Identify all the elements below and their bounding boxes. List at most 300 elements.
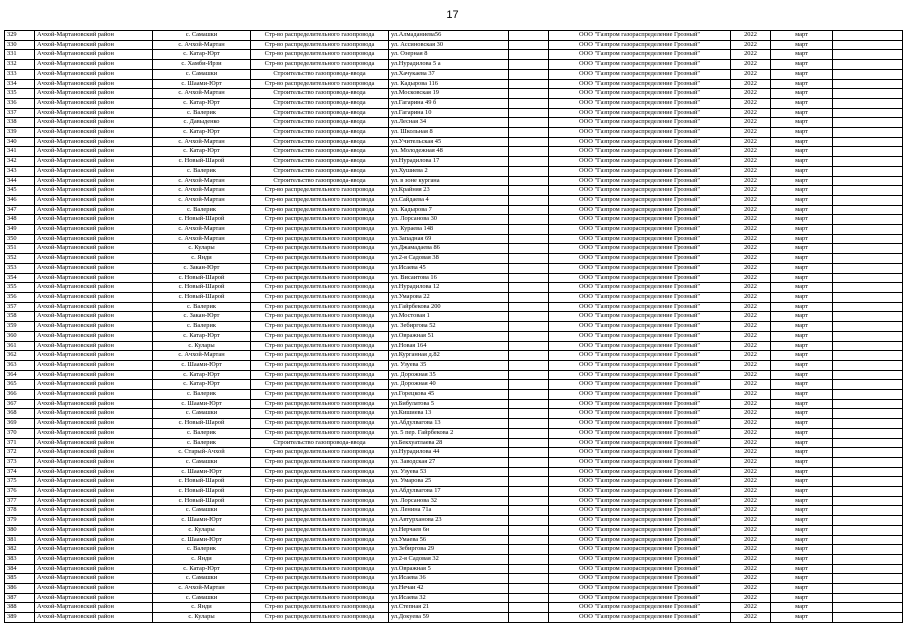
village-cell: с. Самашки [153, 69, 251, 79]
village-cell: с. Новый-Шарой [153, 283, 251, 293]
address-cell: ул.Бекхуатлаева 28 [389, 438, 509, 448]
village-cell: с. Катар-Юрт [153, 98, 251, 108]
row-number: 384 [5, 564, 35, 574]
empty-cell [509, 535, 549, 545]
work-type-cell: Строительство газопровода-ввода [251, 147, 389, 157]
address-cell: ул. Дорожная 35 [389, 370, 509, 380]
village-cell: с. Валерик [153, 390, 251, 400]
empty-cell [509, 419, 549, 429]
row-number: 354 [5, 273, 35, 283]
row-number: 388 [5, 603, 35, 613]
organization-cell: ООО "Газпром газораспределение Грозный" [549, 613, 731, 623]
address-cell: ул.Исаева 45 [389, 263, 509, 273]
district-cell: Ачхой-Мартановский район [35, 477, 153, 487]
organization-cell: ООО "Газпром газораспределение Грозный" [549, 195, 731, 205]
organization-cell: ООО "Газпром газораспределение Грозный" [549, 564, 731, 574]
organization-cell: ООО "Газпром газораспределение Грозный" [549, 312, 731, 322]
table-row [5, 390, 903, 400]
village-cell: с. Самашки [153, 457, 251, 467]
district-cell: Ачхой-Мартановский район [35, 428, 153, 438]
month-cell: март [771, 419, 833, 429]
row-number: 349 [5, 225, 35, 235]
month-cell: март [771, 60, 833, 70]
organization-cell: ООО "Газпром газораспределение Грозный" [549, 98, 731, 108]
village-cell: с. Кулары [153, 244, 251, 254]
empty-cell [833, 448, 903, 458]
work-type-cell: Строительство газопровода-ввода [251, 128, 389, 138]
row-number: 365 [5, 380, 35, 390]
empty-cell [833, 31, 903, 41]
empty-cell [833, 89, 903, 99]
work-type-cell: Стр-во распределительного газопровода [251, 477, 389, 487]
empty-cell [833, 603, 903, 613]
work-type-cell: Строительство газопровода-ввода [251, 137, 389, 147]
district-cell: Ачхой-Мартановский район [35, 409, 153, 419]
empty-cell [833, 399, 903, 409]
district-cell: Ачхой-Мартановский район [35, 244, 153, 254]
district-cell: Ачхой-Мартановский район [35, 225, 153, 235]
year-cell: 2022 [731, 370, 771, 380]
row-number: 352 [5, 254, 35, 264]
month-cell: март [771, 31, 833, 41]
row-number: 335 [5, 89, 35, 99]
address-cell: ул.Западная 69 [389, 234, 509, 244]
row-number: 345 [5, 186, 35, 196]
district-cell: Ачхой-Мартановский район [35, 370, 153, 380]
empty-cell [509, 593, 549, 603]
work-type-cell: Стр-во распределительного газопровода [251, 516, 389, 526]
district-cell: Ачхой-Мартановский район [35, 380, 153, 390]
works-table [4, 30, 903, 623]
organization-cell: ООО "Газпром газораспределение Грозный" [549, 341, 731, 351]
organization-cell: ООО "Газпром газораспределение Грозный" [549, 525, 731, 535]
year-cell: 2022 [731, 263, 771, 273]
work-type-cell: Строительство газопровода-ввода [251, 157, 389, 167]
work-type-cell: Стр-во распределительного газопровода [251, 506, 389, 516]
month-cell: март [771, 613, 833, 623]
empty-cell [509, 341, 549, 351]
address-cell: ул.Кишиева 13 [389, 409, 509, 419]
work-type-cell: Стр-во распределительного газопровода [251, 603, 389, 613]
empty-cell [833, 390, 903, 400]
year-cell: 2022 [731, 409, 771, 419]
work-type-cell: Стр-во распределительного газопровода [251, 525, 389, 535]
village-cell: с. Ачхой-Мартан [153, 225, 251, 235]
village-cell: с. Новый-Шарой [153, 292, 251, 302]
page-number: 17 [446, 9, 459, 21]
empty-cell [509, 525, 549, 535]
district-cell: Ачхой-Мартановский район [35, 613, 153, 623]
village-cell: с. Шаами-Юрт [153, 399, 251, 409]
village-cell: с. Давыденко [153, 118, 251, 128]
empty-cell [833, 438, 903, 448]
work-type-cell: Стр-во распределительного газопровода [251, 564, 389, 574]
year-cell: 2022 [731, 186, 771, 196]
month-cell: март [771, 370, 833, 380]
month-cell: март [771, 40, 833, 50]
empty-cell [509, 205, 549, 215]
empty-cell [833, 215, 903, 225]
work-type-cell: Строительство газопровода-ввода [251, 176, 389, 186]
empty-cell [509, 409, 549, 419]
month-cell: март [771, 496, 833, 506]
table-row [5, 79, 903, 89]
month-cell: март [771, 467, 833, 477]
address-cell: ул. Кадырова 7 [389, 205, 509, 215]
empty-cell [509, 292, 549, 302]
year-cell: 2022 [731, 254, 771, 264]
empty-cell [833, 186, 903, 196]
table-row [5, 419, 903, 429]
empty-cell [509, 331, 549, 341]
month-cell: март [771, 292, 833, 302]
empty-cell [509, 564, 549, 574]
empty-cell [509, 137, 549, 147]
village-cell: с. Катар-Юрт [153, 564, 251, 574]
village-cell: с. Ачхой-Мартан [153, 195, 251, 205]
village-cell: с. Валерик [153, 322, 251, 332]
empty-cell [833, 312, 903, 322]
empty-cell [509, 234, 549, 244]
empty-cell [833, 409, 903, 419]
organization-cell: ООО "Газпром газораспределение Грозный" [549, 487, 731, 497]
year-cell: 2022 [731, 60, 771, 70]
district-cell: Ачхой-Мартановский район [35, 487, 153, 497]
village-cell: с. Новый-Шарой [153, 419, 251, 429]
address-cell: ул.Автурханова 23 [389, 516, 509, 526]
district-cell: Ачхой-Мартановский район [35, 506, 153, 516]
address-cell: ул. 5 пер. Гайрбекова 2 [389, 428, 509, 438]
year-cell: 2022 [731, 516, 771, 526]
village-cell: с. Валерик [153, 545, 251, 555]
work-type-cell: Стр-во распределительного газопровода [251, 312, 389, 322]
month-cell: март [771, 186, 833, 196]
year-cell: 2022 [731, 98, 771, 108]
month-cell: март [771, 593, 833, 603]
address-cell: ул.Гагарина 49 б [389, 98, 509, 108]
empty-cell [509, 166, 549, 176]
empty-cell [833, 428, 903, 438]
table-row [5, 89, 903, 99]
empty-cell [833, 205, 903, 215]
month-cell: март [771, 564, 833, 574]
district-cell: Ачхой-Мартановский район [35, 195, 153, 205]
address-cell: ул.Хачукаева 37 [389, 69, 509, 79]
work-type-cell: Стр-во распределительного газопровода [251, 50, 389, 60]
district-cell: Ачхой-Мартановский район [35, 584, 153, 594]
address-cell: ул. Озерная 8 [389, 50, 509, 60]
empty-cell [833, 40, 903, 50]
address-cell: ул. Узуева 35 [389, 360, 509, 370]
empty-cell [833, 467, 903, 477]
table-row [5, 128, 903, 138]
empty-cell [509, 79, 549, 89]
organization-cell: ООО "Газпром газораспределение Грозный" [549, 157, 731, 167]
village-cell: с. Кулары [153, 525, 251, 535]
organization-cell: ООО "Газпром газораспределение Грозный" [549, 69, 731, 79]
table-row [5, 302, 903, 312]
table-row [5, 195, 903, 205]
organization-cell: ООО "Газпром газораспределение Грозный" [549, 273, 731, 283]
organization-cell: ООО "Газпром газораспределение Грозный" [549, 331, 731, 341]
row-number: 333 [5, 69, 35, 79]
row-number: 338 [5, 118, 35, 128]
row-number: 372 [5, 448, 35, 458]
row-number: 356 [5, 292, 35, 302]
table-body [5, 31, 903, 623]
year-cell: 2022 [731, 487, 771, 497]
district-cell: Ачхой-Мартановский район [35, 254, 153, 264]
table-row [5, 205, 903, 215]
month-cell: март [771, 98, 833, 108]
row-number: 331 [5, 50, 35, 60]
address-cell: ул.Гагарина 10 [389, 108, 509, 118]
village-cell: с. Ачхой-Мартан [153, 89, 251, 99]
month-cell: март [771, 322, 833, 332]
address-cell: ул.Учительская 45 [389, 137, 509, 147]
address-cell: ул. Умарова 25 [389, 477, 509, 487]
district-cell: Ачхой-Мартановский район [35, 467, 153, 477]
district-cell: Ачхой-Мартановский район [35, 457, 153, 467]
row-number: 329 [5, 31, 35, 41]
month-cell: март [771, 506, 833, 516]
organization-cell: ООО "Газпром газораспределение Грозный" [549, 186, 731, 196]
empty-cell [833, 60, 903, 70]
work-type-cell: Стр-во распределительного газопровода [251, 225, 389, 235]
village-cell: с. Янди [153, 603, 251, 613]
address-cell: ул. Заводская 27 [389, 457, 509, 467]
district-cell: Ачхой-Мартановский район [35, 215, 153, 225]
district-cell: Ачхой-Мартановский район [35, 525, 153, 535]
table-row [5, 535, 903, 545]
empty-cell [509, 186, 549, 196]
organization-cell: ООО "Газпром газораспределение Грозный" [549, 215, 731, 225]
empty-cell [509, 428, 549, 438]
address-cell: ул.Джамадаева 86 [389, 244, 509, 254]
month-cell: март [771, 50, 833, 60]
empty-cell [833, 50, 903, 60]
work-type-cell: Строительство газопровода-ввода [251, 89, 389, 99]
month-cell: март [771, 380, 833, 390]
month-cell: март [771, 205, 833, 215]
empty-cell [833, 244, 903, 254]
month-cell: март [771, 254, 833, 264]
table-row [5, 234, 903, 244]
work-type-cell: Стр-во распределительного газопровода [251, 487, 389, 497]
district-cell: Ачхой-Мартановский район [35, 360, 153, 370]
empty-cell [509, 31, 549, 41]
empty-cell [509, 89, 549, 99]
table-row [5, 176, 903, 186]
district-cell: Ачхой-Мартановский район [35, 341, 153, 351]
address-cell: ул.Московская 19 [389, 89, 509, 99]
district-cell: Ачхой-Мартановский район [35, 79, 153, 89]
year-cell: 2022 [731, 69, 771, 79]
year-cell: 2022 [731, 195, 771, 205]
year-cell: 2022 [731, 234, 771, 244]
empty-cell [509, 487, 549, 497]
district-cell: Ачхой-Мартановский район [35, 331, 153, 341]
row-number: 361 [5, 341, 35, 351]
empty-cell [509, 118, 549, 128]
village-cell: с. Хамби-Ирзи [153, 60, 251, 70]
organization-cell: ООО "Газпром газораспределение Грозный" [549, 302, 731, 312]
district-cell: Ачхой-Мартановский район [35, 157, 153, 167]
table-row [5, 263, 903, 273]
empty-cell [509, 147, 549, 157]
empty-cell [833, 147, 903, 157]
year-cell: 2022 [731, 244, 771, 254]
year-cell: 2022 [731, 31, 771, 41]
address-cell: ул.Нурадилова 17 [389, 157, 509, 167]
district-cell: Ачхой-Мартановский район [35, 516, 153, 526]
empty-cell [509, 302, 549, 312]
address-cell: ул. Ленина 71а [389, 506, 509, 516]
year-cell: 2022 [731, 380, 771, 390]
address-cell: ул.Гайрбекова 200 [389, 302, 509, 312]
empty-cell [509, 69, 549, 79]
district-cell: Ачхой-Мартановский район [35, 263, 153, 273]
work-type-cell: Стр-во распределительного газопровода [251, 31, 389, 41]
year-cell: 2022 [731, 79, 771, 89]
month-cell: март [771, 137, 833, 147]
table-row [5, 428, 903, 438]
organization-cell: ООО "Газпром газораспределение Грозный" [549, 535, 731, 545]
work-type-cell: Строительство газопровода-ввода [251, 118, 389, 128]
district-cell: Ачхой-Мартановский район [35, 535, 153, 545]
address-cell: ул.Степная 21 [389, 603, 509, 613]
table-row [5, 137, 903, 147]
organization-cell: ООО "Газпром газораспределение Грозный" [549, 603, 731, 613]
address-cell: ул.Нурадилова 44 [389, 448, 509, 458]
organization-cell: ООО "Газпром газораспределение Грозный" [549, 292, 731, 302]
year-cell: 2022 [731, 467, 771, 477]
district-cell: Ачхой-Мартановский район [35, 118, 153, 128]
empty-cell [833, 525, 903, 535]
table-row [5, 60, 903, 70]
month-cell: март [771, 331, 833, 341]
row-number: 359 [5, 322, 35, 332]
row-number: 347 [5, 205, 35, 215]
table-row [5, 254, 903, 264]
address-cell: ул.Зебиргова 29 [389, 545, 509, 555]
month-cell: март [771, 584, 833, 594]
empty-cell [833, 545, 903, 555]
village-cell: с. Валерик [153, 166, 251, 176]
work-type-cell: Стр-во распределительного газопровода [251, 360, 389, 370]
village-cell: с. Новый-Шарой [153, 157, 251, 167]
table-row [5, 322, 903, 332]
organization-cell: ООО "Газпром газораспределение Грозный" [549, 176, 731, 186]
empty-cell [509, 108, 549, 118]
organization-cell: ООО "Газпром газораспределение Грозный" [549, 128, 731, 138]
row-number: 377 [5, 496, 35, 506]
work-type-cell: Стр-во распределительного газопровода [251, 448, 389, 458]
work-type-cell: Стр-во распределительного газопровода [251, 554, 389, 564]
row-number: 380 [5, 525, 35, 535]
row-number: 376 [5, 487, 35, 497]
empty-cell [509, 50, 549, 60]
empty-cell [833, 273, 903, 283]
empty-cell [509, 613, 549, 623]
organization-cell: ООО "Газпром газораспределение Грозный" [549, 457, 731, 467]
table-row [5, 370, 903, 380]
work-type-cell: Стр-во распределительного газопровода [251, 79, 389, 89]
row-number: 367 [5, 399, 35, 409]
village-cell: с. Шаами-Юрт [153, 516, 251, 526]
work-type-cell: Стр-во распределительного газопровода [251, 380, 389, 390]
organization-cell: ООО "Газпром газораспределение Грозный" [549, 399, 731, 409]
work-type-cell: Стр-во распределительного газопровода [251, 292, 389, 302]
empty-cell [833, 166, 903, 176]
empty-cell [833, 477, 903, 487]
year-cell: 2022 [731, 390, 771, 400]
address-cell: ул.Исаева 32 [389, 593, 509, 603]
empty-cell [833, 506, 903, 516]
work-type-cell: Стр-во распределительного газопровода [251, 545, 389, 555]
month-cell: март [771, 234, 833, 244]
address-cell: ул. Зебиргова 52 [389, 322, 509, 332]
organization-cell: ООО "Газпром газораспределение Грозный" [549, 147, 731, 157]
table-row [5, 448, 903, 458]
year-cell: 2022 [731, 147, 771, 157]
work-type-cell: Стр-во распределительного газопровода [251, 254, 389, 264]
work-type-cell: Стр-во распределительного газопровода [251, 574, 389, 584]
village-cell: с. Самашки [153, 593, 251, 603]
work-type-cell: Стр-во распределительного газопровода [251, 215, 389, 225]
district-cell: Ачхой-Мартановский район [35, 273, 153, 283]
row-number: 382 [5, 545, 35, 555]
year-cell: 2022 [731, 545, 771, 555]
month-cell: март [771, 428, 833, 438]
empty-cell [833, 593, 903, 603]
address-cell: ул.Абдулвагова 17 [389, 487, 509, 497]
empty-cell [509, 545, 549, 555]
address-cell: ул.Нурадилова 5 а [389, 60, 509, 70]
village-cell: с. Кулары [153, 613, 251, 623]
empty-cell [833, 574, 903, 584]
row-number: 357 [5, 302, 35, 312]
village-cell: с. Шаами-Юрт [153, 467, 251, 477]
table-row [5, 273, 903, 283]
year-cell: 2022 [731, 593, 771, 603]
address-cell: ул.Исаева 36 [389, 574, 509, 584]
address-cell: ул.Овражная 5 [389, 564, 509, 574]
district-cell: Ачхой-Мартановский район [35, 496, 153, 506]
address-cell: ул.Умарова 22 [389, 292, 509, 302]
work-type-cell: Стр-во распределительного газопровода [251, 195, 389, 205]
empty-cell [509, 312, 549, 322]
year-cell: 2022 [731, 506, 771, 516]
row-number: 381 [5, 535, 35, 545]
empty-cell [833, 225, 903, 235]
table-row [5, 360, 903, 370]
empty-cell [509, 283, 549, 293]
table-row [5, 516, 903, 526]
table-row [5, 525, 903, 535]
year-cell: 2022 [731, 574, 771, 584]
address-cell: ул. Дорожная 40 [389, 380, 509, 390]
row-number: 375 [5, 477, 35, 487]
village-cell: с. Ачхой-Мартан [153, 40, 251, 50]
month-cell: март [771, 215, 833, 225]
district-cell: Ачхой-Мартановский район [35, 292, 153, 302]
row-number: 346 [5, 195, 35, 205]
village-cell: с. Ачхой-Мартан [153, 137, 251, 147]
address-cell: ул.2-я Садовая 38 [389, 254, 509, 264]
year-cell: 2022 [731, 554, 771, 564]
month-cell: март [771, 244, 833, 254]
